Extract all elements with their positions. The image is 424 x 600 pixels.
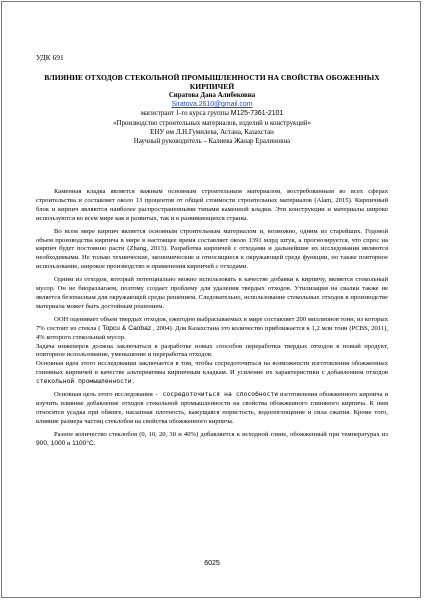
citation-topcu-canbaz: Topcu & Canbaz [102, 324, 152, 332]
paragraph-6 [36, 360, 388, 387]
paragraph-8-temps: 900, 1000 [36, 439, 66, 447]
paragraph-2: Во всем мире кирпич является основным строительным материалом и, возможно, одним из старейших. Годовой объем производства кирпича в мире в настоящее время составляет около 1391 млрд штук, а прогнозируется, что спрос на кирпич будет постоянно расти (Zhang, 2013). Разработка кирпичей с отходами и дальнейшие их исследования являются необходимыми. Не только технические, экономические и относящиеся к окружающей среде функции, но также повторное использование, широкое производство и применения кирпичей с отходами. [36, 227, 388, 271]
affiliation-line-2: «Производство строительных материалов, изделий и конструкций» [113, 119, 311, 127]
paragraph-4-text-a: ООН оценивает объем твердых отходов, ежегодно выбрасываемых в мире составляет 200 миллионов тонн, из которых 7% состоит из стекла ( [36, 315, 388, 332]
paragraph-7-sans-text: - сосредоточиться на способности [154, 391, 279, 399]
group-code: М125-7361-2101 [230, 110, 284, 118]
supervisor-line: Научный руководитель – Калиева Жанар Ералиновна [133, 138, 291, 146]
paragraph-4 [36, 316, 388, 343]
udk-code: УДК 691 [36, 53, 64, 62]
paragraph-7-text-b: изготовления обожженного кирпича и изучить влияние добавление отходов стекольной промышленности на свойства обожженного глиняного кирпича. К ним относятся усадка при обжиге, насыпная плотность, кажущаяся пористость, водопоглощение и сила сжатия. Кроме того, влияние размера частиц стеклобоя на свойства обожженного кирпича. [36, 391, 389, 425]
author-name: Сиратова Дана Алибековна [168, 92, 256, 99]
paragraph-6-sans-text: стекольной промышленности. [36, 378, 136, 386]
paragraph-5: Задача инженеров должна заключаться в разработке новых способов переработки твердых отходов в новый продукт, повторное использование, уменьшение и переработка отходов. [36, 342, 388, 359]
paragraph-8-text-a: Разное количество стеклобоя (0, 10, 20, 30 и 40%) добавляется к исходной глине, обожженный при температурах из [54, 430, 388, 438]
page-number: 6025 [204, 560, 220, 567]
author-email-link[interactable]: Siratova.2610@gmail.com [171, 101, 253, 109]
author-email-line [36, 100, 388, 109]
article-title: ВЛИЯНИЕ ОТХОДОВ СТЕКОЛЬНОЙ ПРОМЫШЛЕННОСТИ НА СВОЙСТВА ОБОЖЕННЫХ КИРПИЧЕЙ [44, 73, 380, 92]
paragraph-7-text-a: Основная цель этого исследования [54, 391, 155, 399]
paragraph-6-text: Основная идея этого исследования заключается в том, чтобы сосредоточиться на возможности изготовления обожженных глиняных кирпичей в качестве альтернативы кирпичным кладкам. И усиление их характеристики с добавлением отходов [36, 360, 388, 377]
paragraph-4-text-b: , 2004). Для Казахстана это количество приближается к 1,2 млн тонн (PCBS, 2011), 4% которого стекольный мусор. [36, 324, 388, 341]
affiliation-line-3: ЕНУ им Л.Н.Гумилева, Астана, Казахстан [150, 128, 274, 136]
author-block [36, 91, 388, 146]
paragraph-8-last-temp: 1100°C. [72, 439, 96, 447]
affiliation-line-1 [36, 109, 388, 118]
paragraph-7 [36, 391, 388, 427]
paragraph-3: Одним из отходов, который потенциально можно использовать в качестве добавки к кирпичу, является стекольный мусор. Он не биоразлагаем, поэтому создает проблему для удаления твердых отходов. Утилизация на свалки также не является безопасным для окружающей среды решением. Следовательно, использование стекольных отходов в производстве материала может быть достойным решением. [36, 276, 388, 310]
paragraph-1: Каменная кладка является важным основным строительным материалом, востребованным во всех сферах строительства и составляет около 13 процентов от общей стоимости строительных материалов (Alam, 2015). Кирпичный блок и кирпич являются наиболее распространенными типами каменной кладки. Эти конструкции и материалы широко используются во всем мире как в развитых, так и в развивающихся страны. [36, 188, 388, 222]
paragraph-8 [36, 431, 388, 449]
paragraph-8-and: и [65, 439, 73, 447]
affiliation-1-text: магистрант 1-го курса группы [140, 110, 231, 118]
article-body [36, 188, 388, 452]
